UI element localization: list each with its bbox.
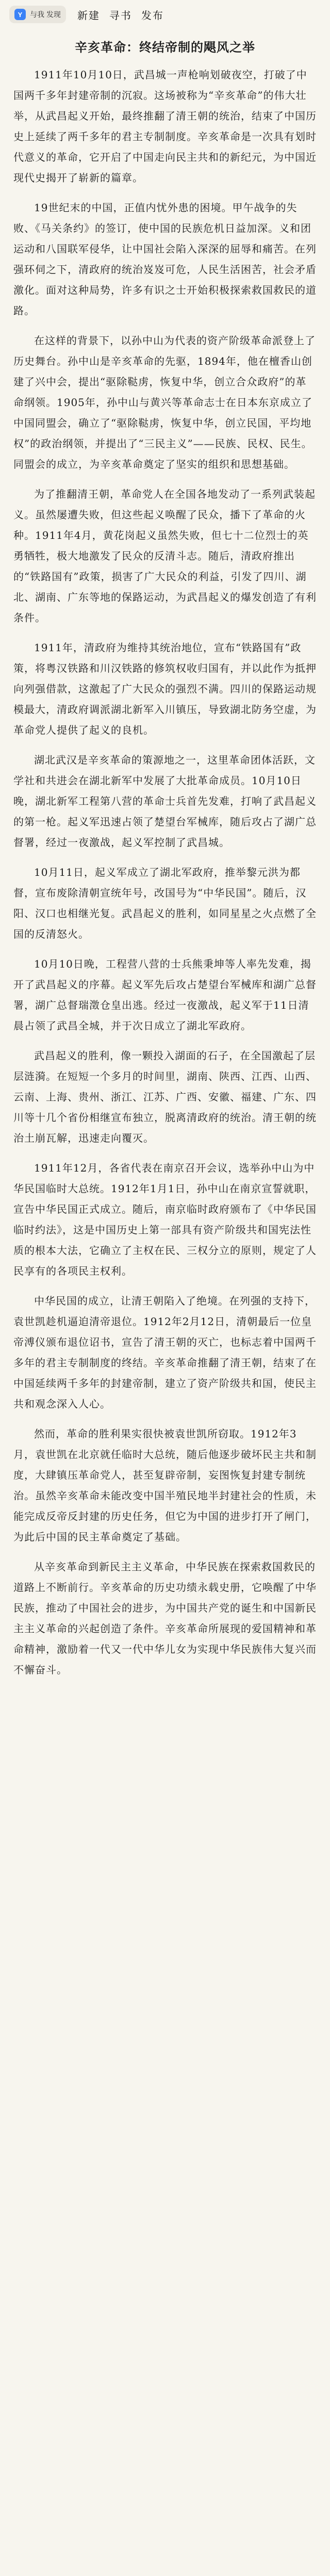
app-logo-icon: Y (14, 9, 26, 20)
nav-new[interactable]: 新建 (77, 10, 100, 22)
top-nav (77, 7, 164, 22)
bottom-spacer (13, 1689, 317, 1693)
nav-publish[interactable]: 发布 (141, 10, 164, 22)
paragraph-5: 1911年，清政府为维持其统治地位，宣布“铁路国有”政策，将粤汉铁路和川汉铁路的修筑权收归国有，并以此作为抵押向列强借款，这激起了广大民众的强烈不满。四川的保路运动规模最大，清政府调派湖北新军入川镇压，导致湖北防务空虚，为革命党人提供了起义的良机。 (13, 641, 317, 736)
paragraph-3: 在这样的背景下，以孙中山为代表的资产阶级革命派登上了历史舞台。孙中山是辛亥革命的先驱，1894年，他在檀香山创建了兴中会，提出“驱除鞑虏，恢复中华，创立合众政府”的革命纲领。1905年，孙中山与黄兴等革命志士在日本东京成立了中国同盟会，确立了“驱除鞑虏，恢复中华，创立民国，平均地权”的政治纲领，并提出了“三民主义”——民族、民权、民生。同盟会的成立，为辛亥革命奠定了坚实的组织和思想基础。 (13, 334, 316, 470)
paragraph-8: 10月10日晚，工程营八营的士兵熊秉坤等人率先发难，揭开了武昌起义的序幕。起义军先后攻占楚望台军械库和湖广总督署，湖广总督瑞澂仓皇出逃。经过一夜激战，起义军于11日清晨占领了武昌全城，并于次日成立了湖北军政府。 (13, 958, 317, 1032)
account-chip-label: 与我 发现 (30, 10, 61, 19)
paragraph-2: 19世纪末的中国，正值内忧外患的困境。甲午战争的失败、《马关条约》的签订，使中国的民族危机日益加深。义和团运动和八国联军侵华，让中国社会陷入深深的屈辱和痛苦。在列强环伺之下，清政府的统治岌岌可危，人民生活困苦，社会矛盾激化。面对这种局势，许多有识之士开始积极探索救国救民的道路。 (13, 201, 317, 317)
paragraph-9: 武昌起义的胜利，像一颗投入湖面的石子，在全国激起了层层涟漪。在短短一个多月的时间里，湖南、陕西、江西、山西、云南、上海、贵州、浙江、江苏、广西、安徽、福建、广东、四川等十几个省份相继宣布独立，脱离清政府的统治。清王朝的统治土崩瓦解，迅速走向覆灭。 (13, 1049, 317, 1144)
nav-find-book[interactable]: 寻书 (109, 10, 132, 22)
paragraph-4: 为了推翻清王朝，革命党人在全国各地发动了一系列武装起义。虽然屡遭失败，但这些起义唤醒了民众，播下了革命的火种。1911年4月，黄花岗起义虽然失败，但七十二位烈士的英勇牺牲，极大地激发了民众的反清斗志。随后，清政府推出的“铁路国有”政策，损害了广大民众的利益，引发了四川、湖北、湖南、广东等地的保路运动，为武昌起义的爆发创造了有利条件。 (13, 488, 317, 624)
top-bar (0, 0, 330, 29)
document-title: 辛亥革命：终结帝制的飓风之举 (75, 40, 255, 55)
paragraph-12: 然而，革命的胜利果实很快被袁世凯所窃取。1912年3月，袁世凯在北京就任临时大总统，随后他逐步破坏民主共和制度，大肆镇压革命党人，甚至复辟帝制，妄图恢复封建专制统治。虽然辛亥革命未能改变中国半殖民地半封建社会的性质，未能完成反帝反封建的历史任务，但它为中国的进步打开了闸门，为此后中国的民主革命奠定了基础。 (13, 1428, 317, 1543)
paragraph-1: 1911年10月10日，武昌城一声枪响划破夜空，打破了中国两千多年封建帝制的沉寂。这场被称为“辛亥革命”的伟大壮举，从武昌起义开始，最终推翻了清王朝的统治，结束了中国历史上延续了两千多年的君主专制制度。辛亥革命是一次具有划时代意义的革命，它开启了中国走向民主共和的新纪元，为中国近现代史揭开了崭新的篇章。 (13, 69, 317, 184)
paragraph-10: 1911年12月，各省代表在南京召开会议，选举孙中山为中华民国临时大总统。1912年1月1日，孙中山在南京宣誓就职，宣告中华民国正式成立。随后，南京临时政府颁布了《中华民国临时约法》，这是中国历史上第一部具有资产阶级共和国宪法性质的根本大法，它确立了主权在民、三权分立的原则，规定了人民享有的各项民主权利。 (13, 1162, 317, 1277)
paragraph-7: 10月11日，起义军成立了湖北军政府，推举黎元洪为都督，宣布废除清朝宣统年号，改国号为“中华民国”。随后，汉阳、汉口也相继光复。武昌起义的胜利，如同星星之火点燃了全国的反清怒火。 (13, 866, 317, 940)
paragraph-13: 从辛亥革命到新民主主义革命，中华民族在探索救国救民的道路上不断前行。辛亥革命的历史功绩永载史册，它唤醒了中华民族，推动了中国社会的进步，为中国共产党的诞生和中国新民主主义革命的兴起创造了条件。辛亥革命所展现的爱国精神和革命精神，激励着一代又一代中华儿女为实现中华民族伟大复兴而不懈奋斗。 (13, 1561, 317, 1676)
paragraph-6: 湖北武汉是辛亥革命的策源地之一，这里革命团体活跃，文学社和共进会在湖北新军中发展了大批革命成员。10月10日晚，湖北新军工程第八营的革命士兵首先发难，打响了武昌起义的第一枪。起义军迅速占领了楚望台军械库，随后攻占了湖广总督署，经过一夜激战，起义军控制了武昌城。 (13, 754, 317, 849)
paragraph-11: 中华民国的成立，让清王朝陷入了绝境。在列强的支持下，袁世凯趁机逼迫清帝退位。1912年2月12日，清朝最后一位皇帝溥仪颁布退位诏书，宣告了清王朝的灭亡，也标志着中国两千多年的君主专制制度的终结。辛亥革命推翻了清王朝，结束了在中国延续两千多年的封建帝制，建立了资产阶级共和国，使民主共和观念深入人心。 (13, 1295, 317, 1410)
account-chip[interactable] (9, 6, 66, 23)
document (0, 37, 330, 1714)
